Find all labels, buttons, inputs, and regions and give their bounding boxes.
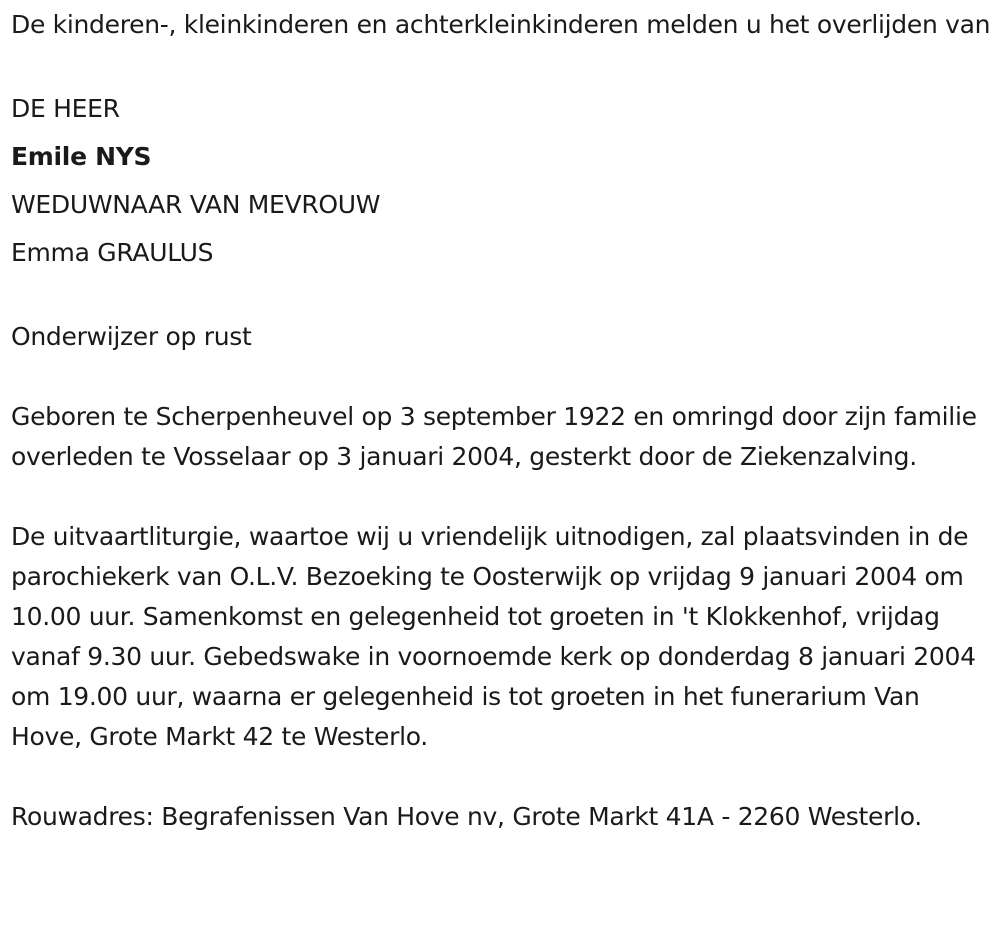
birth-death-paragraph: Geboren te Scherpenheuvel op 3 september 1922 en omringd door zijn familie overleden te Vosselaar op 3 januari 2004, gesterkt door de Ziekenzalving. [11,402,977,471]
intro-paragraph: De kinderen-, kleinkinderen en achterkleinkinderen melden u het overlijden van [11,10,991,39]
funeral-paragraph: De uitvaartliturgie, waartoe wij u vriendelijk uitnodigen, zal plaatsvinden in de parochiekerk van O.L.V. Bezoeking te Oosterwijk op vrijdag 9 januari 2004 om 10.00 uur. Samenkomst en gelegenheid tot groeten in 't Klokkenhof, vrijdag vanaf 9.30 uur. Gebedswake in voornoemde kerk op donderdag 8 januari 2004 om 19.00 uur, waarna er gelegenheid is tot groeten in het funerarium Van Hove, Grote Markt 42 te Westerlo. [11,522,976,751]
deceased-name: Emile NYS [11,142,152,171]
title-line: DE HEER [11,94,120,123]
name-block [11,85,996,277]
occupation-line: Onderwijzer op rust [11,322,252,351]
obituary-document [11,5,996,837]
address-line: Rouwadres: Begrafenissen Van Hove nv, Grote Markt 41A - 2260 Westerlo. [11,802,922,831]
spouse-name: Emma GRAULUS [11,238,214,267]
widower-line: WEDUWNAAR VAN MEVROUW [11,190,381,219]
